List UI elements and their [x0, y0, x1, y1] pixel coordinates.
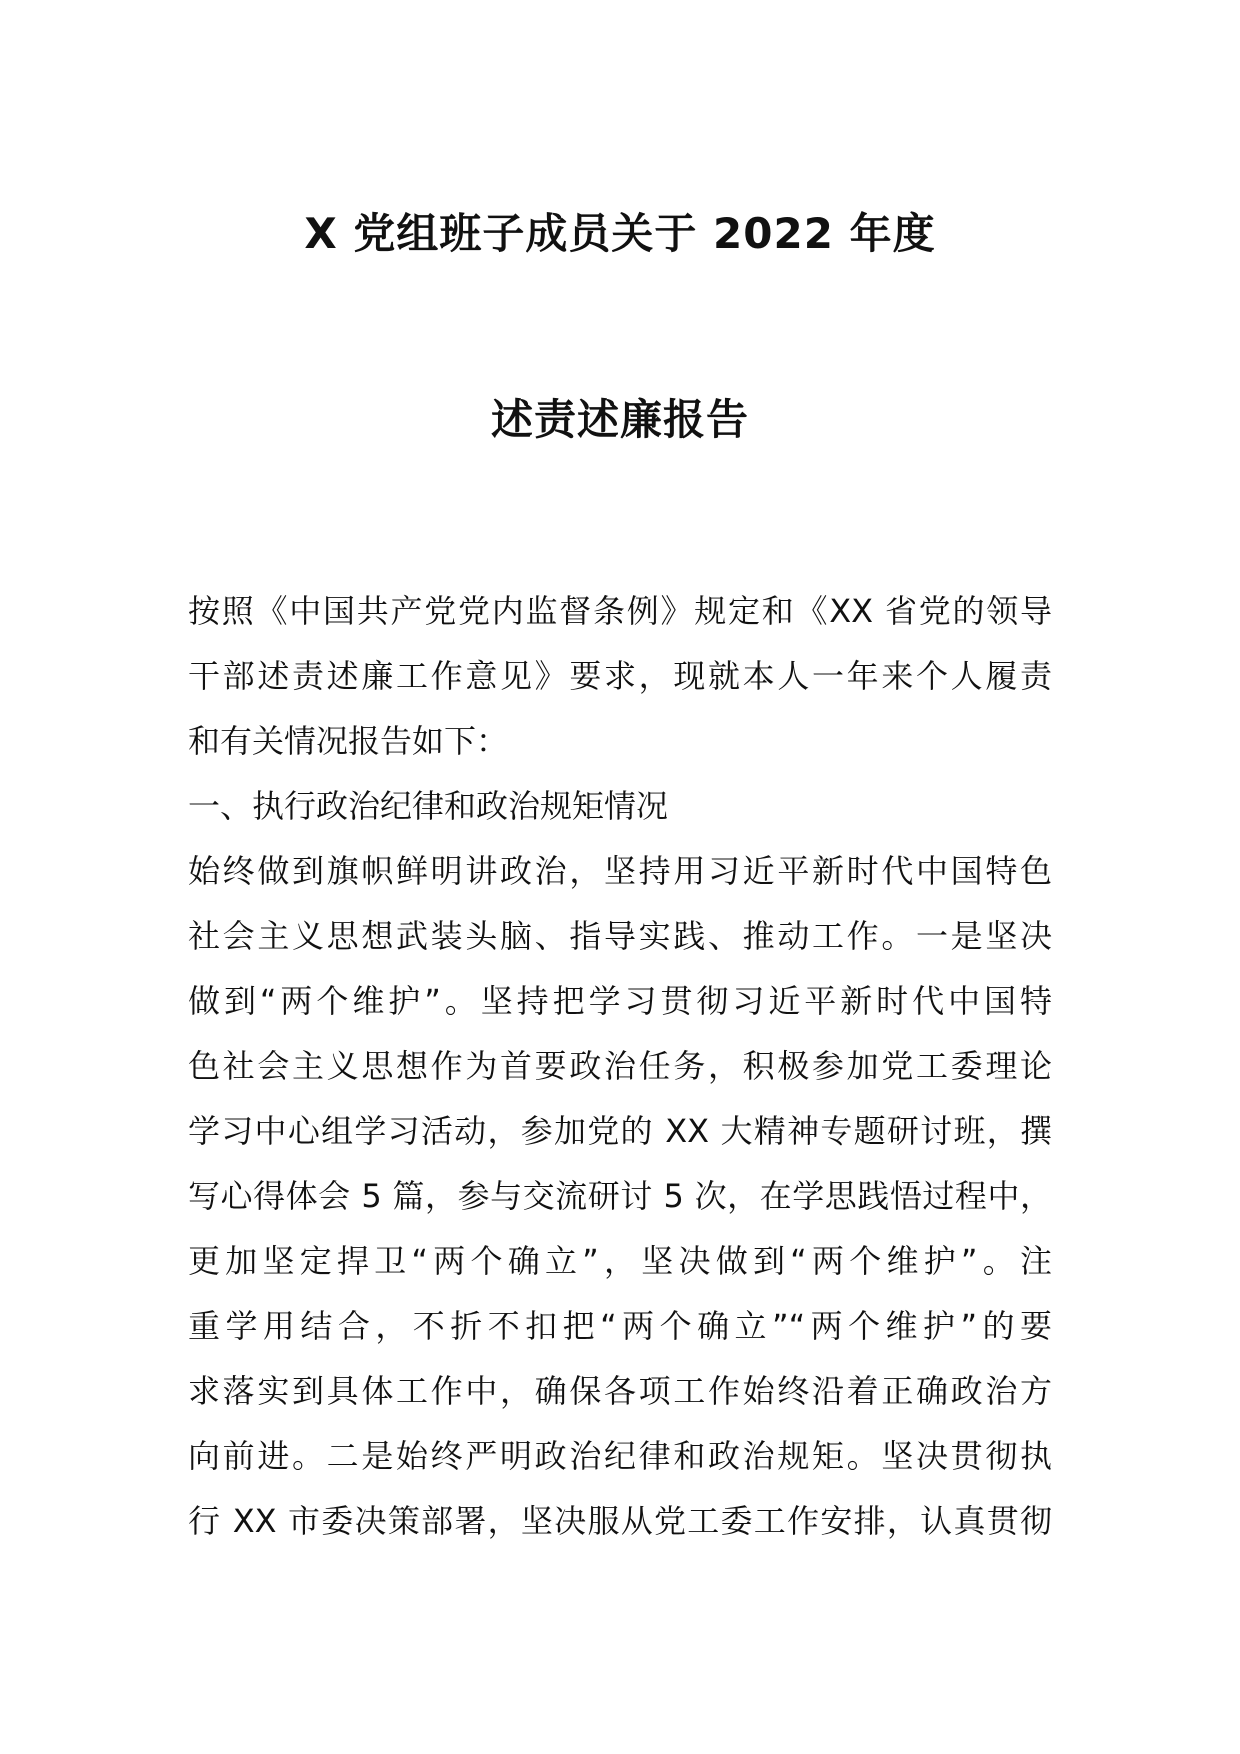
- section-heading: 一、执行政治纪律和政治规矩情况: [188, 787, 669, 825]
- body-line: 干部述责述廉工作意见》要求，现就本人一年来个人履责: [188, 657, 1052, 695]
- body-line: 做到“两个维护”。坚持把学习贯彻习近平新时代中国特: [188, 982, 1052, 1020]
- document-title-line-1: X 党组班子成员关于 2022 年度: [304, 209, 936, 258]
- body-line: 学习中心组学习活动，参加党的 XX 大精神专题研讨班，撰: [188, 1112, 1052, 1150]
- body-line: 按照《中国共产党党内监督条例》规定和《XX 省党的领导: [188, 592, 1052, 630]
- body-line: 求落实到具体工作中，确保各项工作始终沿着正确政治方: [188, 1372, 1052, 1410]
- body-line: 重学用结合，不折不扣把“两个确立”“两个维护”的要: [188, 1307, 1052, 1345]
- body-line: 更加坚定捍卫“两个确立”，坚决做到“两个维护”。注: [188, 1242, 1052, 1280]
- body-line: 社会主义思想武装头脑、指导实践、推动工作。一是坚决: [188, 917, 1052, 955]
- body-line: 行 XX 市委决策部署，坚决服从党工委工作安排，认真贯彻: [188, 1502, 1052, 1540]
- body-line: 写心得体会 5 篇，参与交流研讨 5 次，在学思践悟过程中，: [188, 1177, 1052, 1215]
- body-line: 和有关情况报告如下：: [188, 722, 509, 760]
- document-title-line-2: 述责述廉报告: [490, 395, 749, 444]
- body-line: 色社会主义思想作为首要政治任务，积极参加党工委理论: [188, 1047, 1052, 1085]
- body-line: 向前进。二是始终严明政治纪律和政治规矩。坚决贯彻执: [188, 1437, 1052, 1475]
- body-line: 始终做到旗帜鲜明讲政治，坚持用习近平新时代中国特色: [188, 852, 1052, 890]
- document-body: [188, 579, 1052, 1554]
